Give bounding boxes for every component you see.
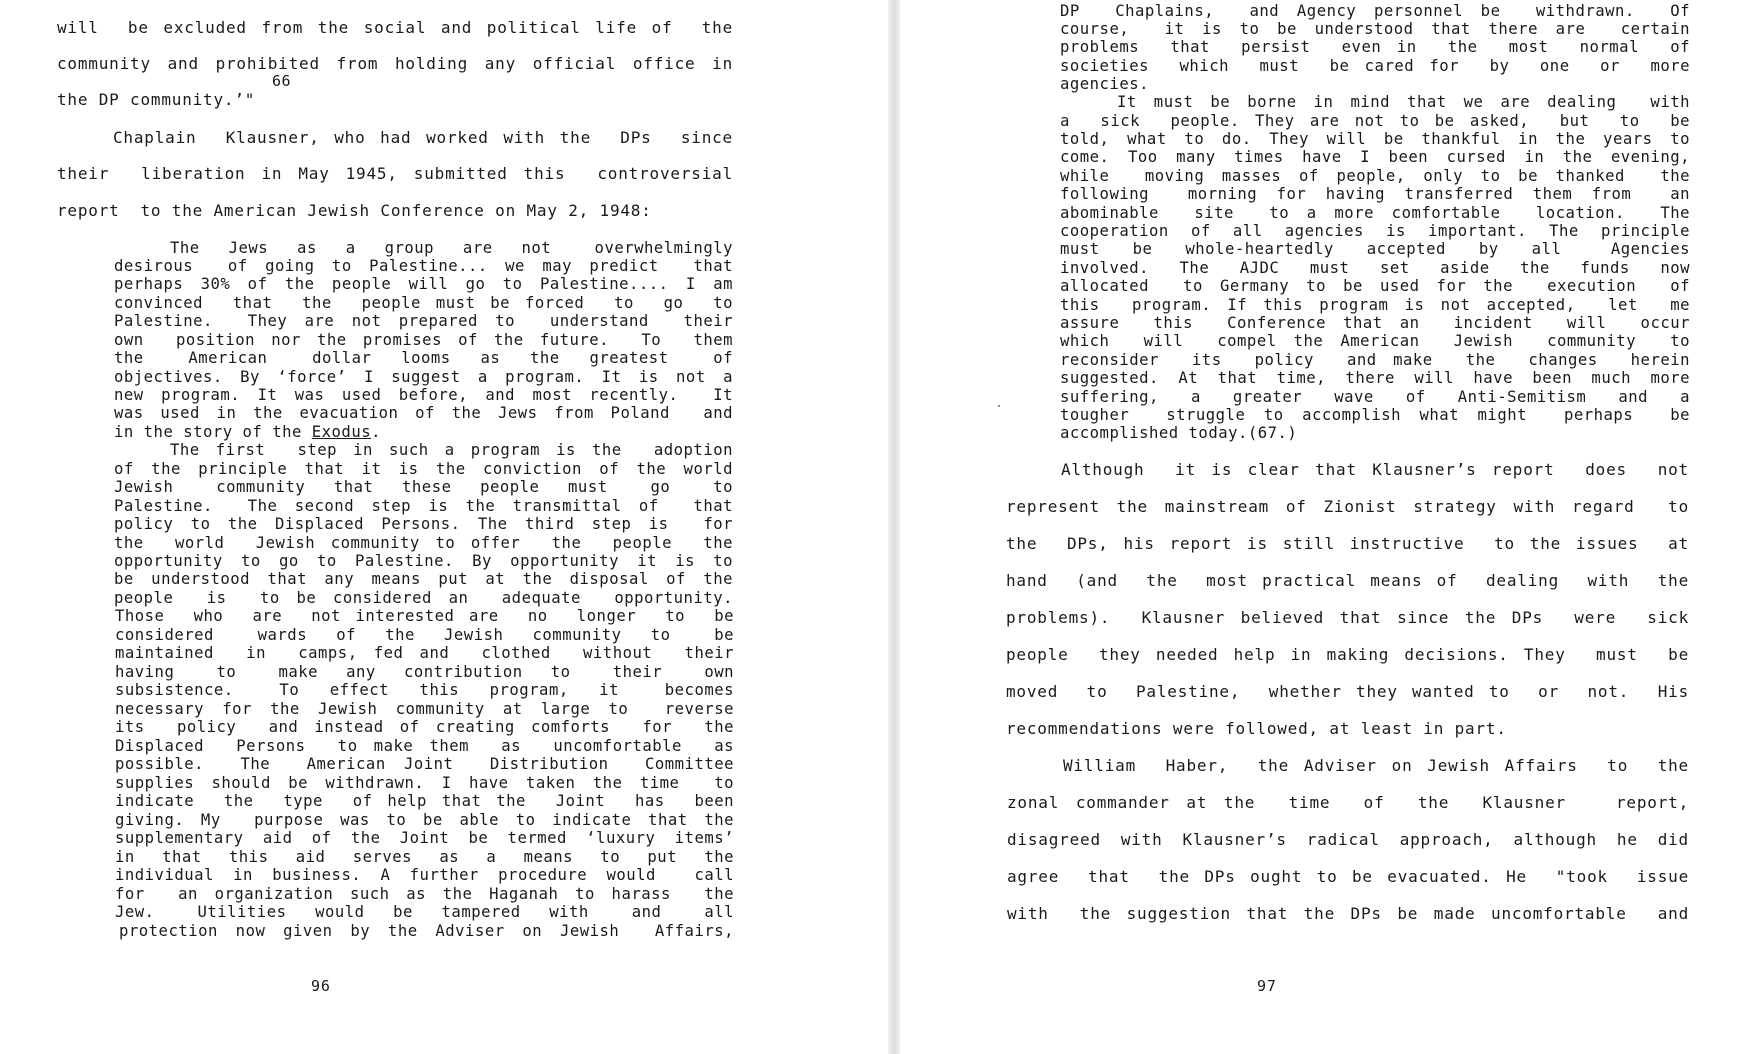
quote-line: giving. My purpose was to be able to indicate that the (115, 811, 734, 829)
quote-line: tougher struggle to accomplish what might perhaps be (1060, 406, 1690, 424)
quote-line: supplementary aid of the Joint be termed ‘luxury items’ (115, 829, 734, 847)
quote-line: Palestine. They are not prepared to understand their (114, 312, 733, 330)
quote-line: course, it is to be understood that there are certain (1060, 20, 1690, 38)
quote-line: while moving masses of people, only to be thanked the (1060, 167, 1690, 185)
page-gutter (888, 0, 900, 1054)
body-line: Although it is clear that Klausner’s report does not (1061, 460, 1689, 479)
quote-line: having to make any contribution to their own (115, 663, 734, 681)
quote-line: suffering, a greater wave of Anti-Semitism and a (1060, 388, 1690, 406)
body-line: people they needed help in making decisions. They must be (1006, 645, 1689, 664)
body-line: zonal commander at the time of the Klausner report, (1007, 793, 1689, 812)
quote-line: The Jews as a group are not overwhelmingly (170, 239, 733, 257)
quote-line: objectives. By ‘force’ I suggest a program. It is not a (114, 368, 733, 386)
quote-line: people is to be considered an adequate opportunity. (114, 589, 733, 607)
quote-line: allocated to Germany to be used for the execution of (1060, 277, 1690, 295)
quote-line: possible. The American Joint Distribution Committee (115, 755, 734, 773)
quote-line: cooperation of all agencies is important. The principle (1060, 222, 1690, 240)
quote-line: agencies. (1060, 75, 1149, 93)
quote-line: must be whole-heartedly accepted by all Agencies (1060, 240, 1690, 258)
quote-line: abominable site to a more comfortable location. The (1060, 204, 1690, 222)
quote-line: come. Too many times have I been cursed in the evening, (1060, 148, 1690, 166)
quote-line: necessary for the Jewish community at large to reverse (115, 700, 734, 718)
quote-line: supplies should be withdrawn. I have taken the time to (115, 774, 734, 792)
page-number: 97 (1257, 977, 1277, 995)
quote-line: considered wards of the Jewish community to be (115, 626, 734, 644)
scan-speck (998, 405, 1000, 407)
quote-line: opportunity to go to Palestine. By opportunity it is to (114, 552, 733, 570)
quote-line: be understood that any means put at the disposal of the (114, 570, 733, 588)
quote-line: convinced that the people must be forced to go to (114, 294, 733, 312)
quote-line: The first step in such a program is the adoption (170, 441, 733, 459)
quote-line: individual in business. A further procedure would call (115, 866, 734, 884)
quote-line: which will compel the American Jewish community to (1060, 332, 1690, 350)
quote-line: accomplished today.(67.) (1060, 424, 1298, 442)
quote-line: in that this aid serves as a means to put the (115, 848, 734, 866)
body-line: report to the American Jewish Conference on May 2, 1948: (57, 201, 652, 220)
quote-line: a sick people. They are not to be asked, but to be (1060, 112, 1690, 130)
quote-line: indicate the type of help that the Joint has been (115, 792, 734, 810)
quote-line: its policy and instead of creating comforts for the (115, 718, 734, 736)
body-line: represent the mainstream of Zionist strategy with regard to (1006, 497, 1689, 516)
quote-line: protection now given by the Adviser on Jewish Affairs, (119, 922, 734, 940)
quote-line: the world Jewish community to offer the people the (114, 534, 733, 552)
quote-line: Jewish community that these people must go to (114, 478, 733, 496)
quote-line: following morning for having transferred them from an (1060, 185, 1690, 203)
body-line: disagreed with Klausner’s radical approach, although he did (1007, 830, 1689, 849)
body-line: community and prohibited from holding any official office in (57, 54, 733, 73)
quote-line: Jew. Utilities would be tampered with and all (115, 903, 734, 921)
quote-line: maintained in camps, fed and clothed without their (115, 644, 734, 662)
quote-line: of the principle that it is the conviction of the world (114, 460, 733, 478)
quote-line: the American dollar looms as the greatest of (114, 349, 733, 367)
quote-line: was used in the evacuation of the Jews from Poland and (114, 404, 733, 422)
exodus-reference: Exodus (311, 423, 372, 441)
quote-line: societies which must be cared for by one or more (1060, 57, 1690, 75)
quote-line: subsistence. To effect this program, it becomes (115, 681, 734, 699)
body-line: agree that the DPs ought to be evacuated. He "took issue (1007, 867, 1689, 886)
body-line: with the suggestion that the DPs be made uncomfortable and (1007, 904, 1689, 923)
quote-line: told, what to do. They will be thankful in the years to (1060, 130, 1690, 148)
quote-line-text: in the story of the (114, 423, 312, 441)
footnote-marker: 66 (272, 72, 292, 90)
quote-line-text: . (371, 423, 381, 441)
body-line: William Haber, the Adviser on Jewish Affairs to the (1063, 756, 1689, 775)
body-line: moved to Palestine, whether they wanted to or not. His (1006, 682, 1689, 701)
quote-line (114, 423, 733, 441)
quote-line: Displaced Persons to make them as uncomfortable as (115, 737, 734, 755)
body-line: recommendations were followed, at least in part. (1006, 719, 1507, 738)
body-line: hand (and the most practical means of dealing with the (1006, 571, 1689, 590)
body-line: will be excluded from the social and political life of the (57, 18, 733, 37)
right-page (900, 0, 1754, 1054)
body-line: the DP community.’" (57, 90, 256, 109)
page-number: 96 (311, 977, 331, 995)
quote-line: Palestine. The second step is the transmittal of that (114, 497, 733, 515)
quote-line: reconsider its policy and make the changes herein (1060, 351, 1690, 369)
quote-line: It must be borne in mind that we are dealing with (1117, 93, 1690, 111)
quote-line: involved. The AJDC must set aside the funds now (1060, 259, 1690, 277)
body-line: the DPs, his report is still instructive to the issues at (1006, 534, 1689, 553)
quote-line: own position nor the promises of the future. To them (114, 331, 733, 349)
quote-line: suggested. At that time, there will have been much more (1060, 369, 1690, 387)
quote-line: this program. If this program is not accepted, let me (1060, 296, 1690, 314)
quote-line: policy to the Displaced Persons. The third step is for (114, 515, 733, 533)
body-line: Chaplain Klausner, who had worked with the DPs since (113, 128, 733, 147)
quote-line: for an organization such as the Haganah to harass the (115, 885, 734, 903)
quote-line: DP Chaplains, and Agency personnel be withdrawn. Of (1060, 2, 1690, 20)
quote-line: assure this Conference that an incident will occur (1060, 314, 1690, 332)
body-line: problems). Klausner believed that since the DPs were sick (1006, 608, 1689, 627)
quote-line: Those who are not interested are no longer to be (115, 607, 734, 625)
quote-line: perhaps 30% of the people will go to Palestine.... I am (114, 275, 733, 293)
body-line: their liberation in May 1945, submitted this controversial (57, 164, 733, 183)
quote-line: problems that persist even in the most normal of (1060, 38, 1690, 56)
quote-line: new program. It was used before, and most recently. It (114, 386, 733, 404)
quote-line: desirous of going to Palestine... we may predict that (114, 257, 733, 275)
